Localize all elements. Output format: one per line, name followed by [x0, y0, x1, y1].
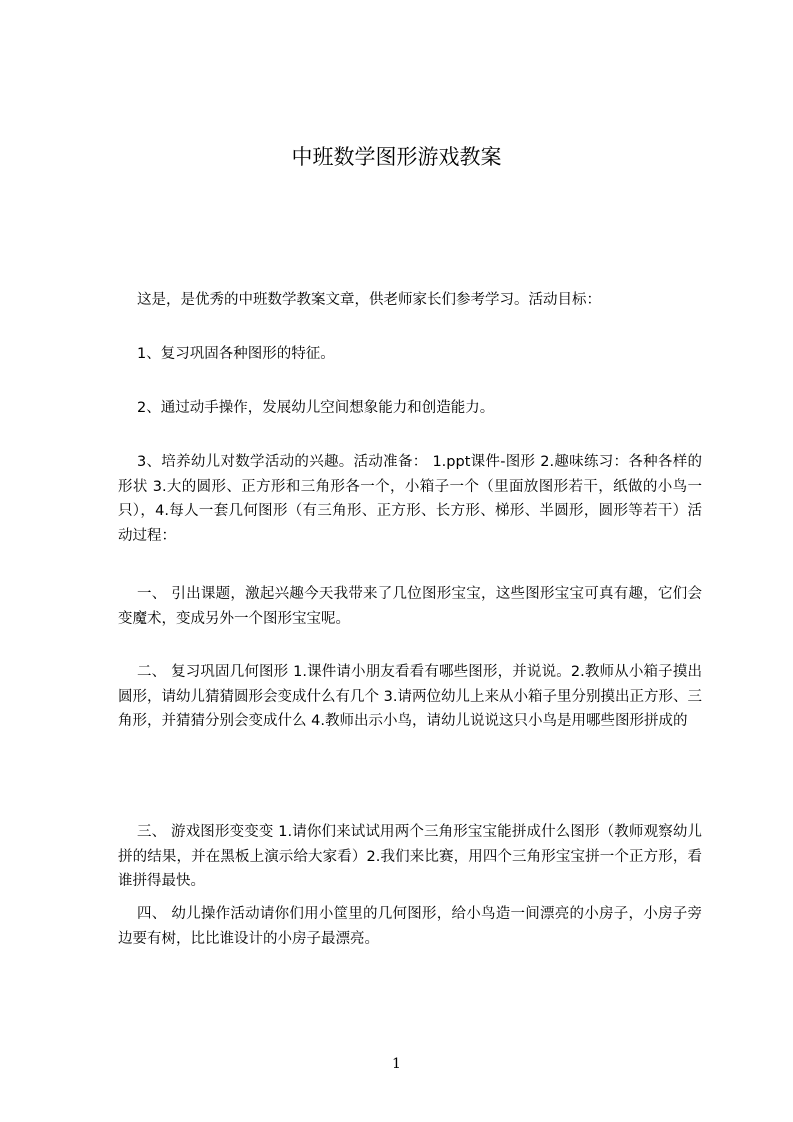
paragraph-intro: 这是，是优秀的中班数学教案文章，供老师家长们参考学习。活动目标：: [137, 292, 601, 308]
paragraph-step-1: 一、 引出课题，激起兴趣今天我带来了几位图形宝宝，这些图形宝宝可真有趣，它们会变魔术，变成另外一个图形宝宝呢。: [118, 586, 702, 627]
paragraph-goal-1: 1、复习巩固各种图形的特征。: [137, 346, 335, 362]
page-number: 1: [392, 1056, 401, 1072]
paragraph-step-3: 三、 游戏图形变变变 1.请你们来试试用两个三角形宝宝能拼成什么图形（教师观察幼儿拼的结果，并在黑板上演示给大家看）2.我们来比赛，用四个三角形宝宝拼一个正方形，看谁拼得最快。: [118, 824, 702, 889]
paragraph-goal-2: 2、通过动手操作，发展幼儿空间想象能力和创造能力。: [137, 400, 495, 416]
paragraph-step-4: 四、 幼儿操作活动请你们用小筐里的几何图形，给小鸟造一间漂亮的小房子，小房子旁边要有树，比比谁设计的小房子最漂亮。: [118, 906, 702, 947]
document-title: 中班数学图形游戏教案: [291, 145, 502, 169]
paragraph-step-2: 二、 复习巩固几何图形 1.课件请小朋友看看有哪些图形，并说说。2.教师从小箱子摸出圆形，请幼儿猜猜圆形会变成什么有几个 3.请两位幼儿上来从小箱子里分别摸出正方形、三角形，并猜猜分别会变成什么 4.教师出示小鸟，请幼儿说说这只小鸟是用哪些图形拼成的: [118, 664, 702, 729]
paragraph-goal-3-preparation: 3、培养幼儿对数学活动的兴趣。活动准备： 1.ppt课件-图形 2.趣味练习：各种各样的形状 3.大的圆形、正方形和三角形各一个，小箱子一个（里面放图形若干，纸做的小鸟一只），4.每人一套几何图形（有三角形、正方形、长方形、梯形、半圆形，圆形等若干）活动过程：: [118, 454, 702, 544]
